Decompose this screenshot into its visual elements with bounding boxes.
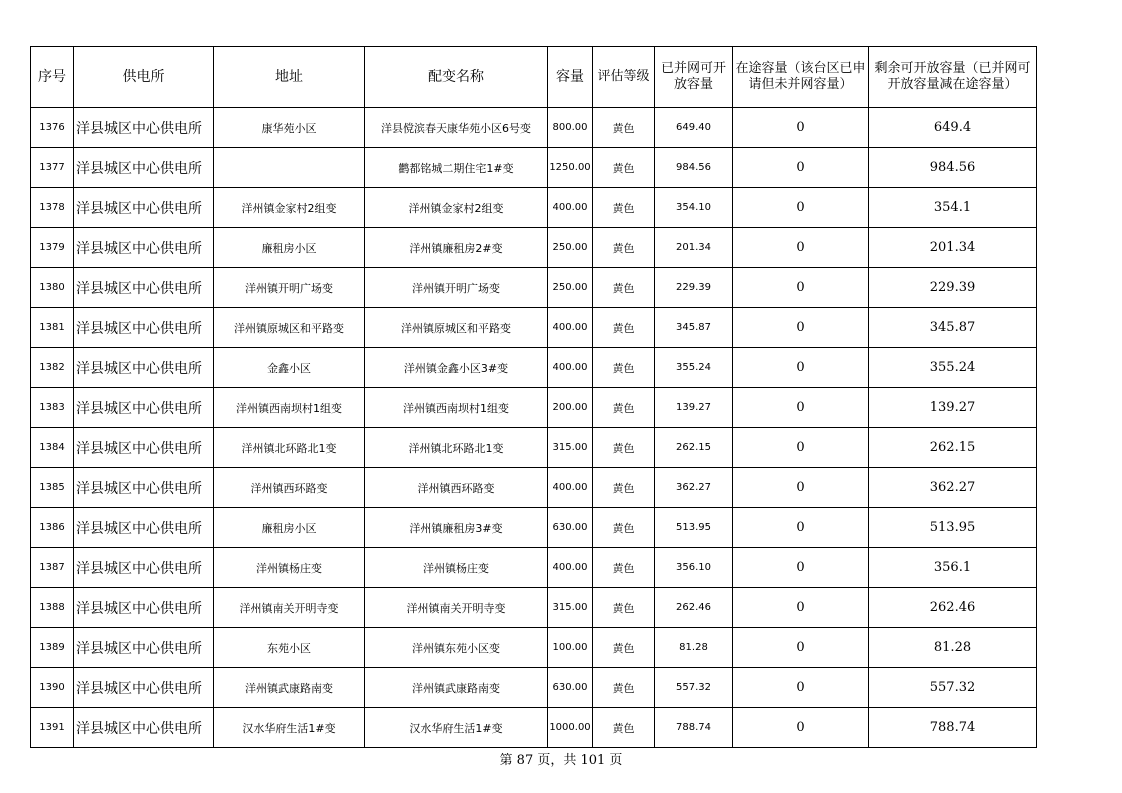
cell-grade: 黄色 (593, 708, 655, 748)
table-row (31, 588, 1037, 628)
cell-capacity: 400.00 (548, 308, 593, 348)
cell-transformer: 洋州镇杨庄变 (365, 548, 548, 588)
cell-seq: 1380 (31, 268, 74, 308)
cell-address: 金鑫小区 (214, 348, 365, 388)
cell-grade: 黄色 (593, 468, 655, 508)
cell-pending-capacity: 0 (733, 188, 869, 228)
cell-station: 洋县城区中心供电所 (74, 428, 214, 468)
cell-seq: 1383 (31, 388, 74, 428)
cell-remaining-capacity: 984.56 (869, 148, 1037, 188)
cell-seq: 1386 (31, 508, 74, 548)
cell-transformer: 洋州镇金家村2组变 (365, 188, 548, 228)
cell-seq: 1381 (31, 308, 74, 348)
cell-address: 洋州镇金家村2组变 (214, 188, 365, 228)
cell-address (214, 148, 365, 188)
cell-remaining-capacity: 139.27 (869, 388, 1037, 428)
cell-seq: 1379 (31, 228, 74, 268)
cell-open-capacity: 362.27 (655, 468, 733, 508)
cell-remaining-capacity: 513.95 (869, 508, 1037, 548)
table-row (31, 628, 1037, 668)
cell-address: 洋州镇开明广场变 (214, 268, 365, 308)
cell-transformer: 鹳都铭城二期住宅1#变 (365, 148, 548, 188)
cell-capacity: 250.00 (548, 268, 593, 308)
cell-grade: 黄色 (593, 148, 655, 188)
cell-transformer: 洋州镇东苑小区变 (365, 628, 548, 668)
cell-capacity: 400.00 (548, 348, 593, 388)
cell-transformer: 洋县傥滨春天康华苑小区6号变 (365, 108, 548, 148)
cell-station: 洋县城区中心供电所 (74, 468, 214, 508)
cell-address: 洋州镇原城区和平路变 (214, 308, 365, 348)
cell-grade: 黄色 (593, 628, 655, 668)
cell-transformer: 洋州镇西环路变 (365, 468, 548, 508)
cell-transformer: 洋州镇开明广场变 (365, 268, 548, 308)
cell-capacity: 630.00 (548, 668, 593, 708)
cell-remaining-capacity: 557.32 (869, 668, 1037, 708)
cell-open-capacity: 139.27 (655, 388, 733, 428)
cell-address: 洋州镇西南坝村1组变 (214, 388, 365, 428)
cell-address: 洋州镇北环路北1变 (214, 428, 365, 468)
cell-pending-capacity: 0 (733, 388, 869, 428)
cell-pending-capacity: 0 (733, 228, 869, 268)
cell-grade: 黄色 (593, 548, 655, 588)
cell-grade: 黄色 (593, 348, 655, 388)
cell-station: 洋县城区中心供电所 (74, 628, 214, 668)
cell-remaining-capacity: 356.1 (869, 548, 1037, 588)
table-row (31, 708, 1037, 748)
cell-transformer: 汉水华府生活1#变 (365, 708, 548, 748)
cell-capacity: 315.00 (548, 428, 593, 468)
cell-address: 廉租房小区 (214, 228, 365, 268)
header-remaining-capacity: 剩余可开放容量（已并网可开放容量减在途容量） (869, 47, 1037, 108)
cell-station: 洋县城区中心供电所 (74, 668, 214, 708)
cell-station: 洋县城区中心供电所 (74, 148, 214, 188)
cell-capacity: 630.00 (548, 508, 593, 548)
cell-open-capacity: 201.34 (655, 228, 733, 268)
cell-transformer: 洋州镇北环路北1变 (365, 428, 548, 468)
table-row (31, 308, 1037, 348)
cell-pending-capacity: 0 (733, 428, 869, 468)
cell-pending-capacity: 0 (733, 508, 869, 548)
table-row (31, 228, 1037, 268)
cell-transformer: 洋州镇原城区和平路变 (365, 308, 548, 348)
cell-grade: 黄色 (593, 188, 655, 228)
cell-address: 洋州镇杨庄变 (214, 548, 365, 588)
cell-open-capacity: 354.10 (655, 188, 733, 228)
cell-open-capacity: 513.95 (655, 508, 733, 548)
cell-remaining-capacity: 354.1 (869, 188, 1037, 228)
cell-transformer: 洋州镇廉租房3#变 (365, 508, 548, 548)
cell-seq: 1376 (31, 108, 74, 148)
cell-remaining-capacity: 649.4 (869, 108, 1037, 148)
cell-transformer: 洋州镇南关开明寺变 (365, 588, 548, 628)
cell-seq: 1384 (31, 428, 74, 468)
cell-station: 洋县城区中心供电所 (74, 388, 214, 428)
cell-pending-capacity: 0 (733, 708, 869, 748)
table-row (31, 388, 1037, 428)
cell-seq: 1382 (31, 348, 74, 388)
header-capacity: 容量 (548, 47, 593, 108)
cell-station: 洋县城区中心供电所 (74, 548, 214, 588)
cell-grade: 黄色 (593, 228, 655, 268)
cell-open-capacity: 649.40 (655, 108, 733, 148)
cell-address: 东苑小区 (214, 628, 365, 668)
cell-grade: 黄色 (593, 308, 655, 348)
cell-station: 洋县城区中心供电所 (74, 308, 214, 348)
table-row (31, 668, 1037, 708)
cell-transformer: 洋州镇西南坝村1组变 (365, 388, 548, 428)
table-row (31, 508, 1037, 548)
page-number: 第 87 页，共 101 页 (499, 753, 623, 768)
cell-transformer: 洋州镇金鑫小区3#变 (365, 348, 548, 388)
cell-capacity: 100.00 (548, 628, 593, 668)
cell-grade: 黄色 (593, 108, 655, 148)
cell-capacity: 400.00 (548, 188, 593, 228)
cell-address: 洋州镇南关开明寺变 (214, 588, 365, 628)
cell-station: 洋县城区中心供电所 (74, 228, 214, 268)
cell-open-capacity: 356.10 (655, 548, 733, 588)
header-grade: 评估等级 (593, 47, 655, 108)
cell-pending-capacity: 0 (733, 148, 869, 188)
cell-station: 洋县城区中心供电所 (74, 348, 214, 388)
cell-pending-capacity: 0 (733, 348, 869, 388)
header-address: 地址 (214, 47, 365, 108)
header-transformer: 配变名称 (365, 47, 548, 108)
cell-remaining-capacity: 345.87 (869, 308, 1037, 348)
cell-remaining-capacity: 81.28 (869, 628, 1037, 668)
table-row (31, 468, 1037, 508)
cell-pending-capacity: 0 (733, 308, 869, 348)
cell-station: 洋县城区中心供电所 (74, 588, 214, 628)
cell-pending-capacity: 0 (733, 668, 869, 708)
cell-open-capacity: 788.74 (655, 708, 733, 748)
cell-capacity: 800.00 (548, 108, 593, 148)
cell-remaining-capacity: 362.27 (869, 468, 1037, 508)
cell-pending-capacity: 0 (733, 628, 869, 668)
cell-remaining-capacity: 262.15 (869, 428, 1037, 468)
cell-open-capacity: 355.24 (655, 348, 733, 388)
cell-seq: 1385 (31, 468, 74, 508)
cell-seq: 1390 (31, 668, 74, 708)
cell-capacity: 200.00 (548, 388, 593, 428)
table-row (31, 148, 1037, 188)
cell-station: 洋县城区中心供电所 (74, 188, 214, 228)
cell-transformer: 洋州镇武康路南变 (365, 668, 548, 708)
cell-seq: 1387 (31, 548, 74, 588)
cell-seq: 1388 (31, 588, 74, 628)
cell-capacity: 1250.00 (548, 148, 593, 188)
cell-address: 汉水华府生活1#变 (214, 708, 365, 748)
cell-grade: 黄色 (593, 668, 655, 708)
header-seq: 序号 (31, 47, 74, 108)
cell-remaining-capacity: 355.24 (869, 348, 1037, 388)
cell-open-capacity: 345.87 (655, 308, 733, 348)
cell-address: 廉租房小区 (214, 508, 365, 548)
table-row (31, 108, 1037, 148)
table-row (31, 348, 1037, 388)
header-open-capacity: 已并网可开放容量 (655, 47, 733, 108)
cell-pending-capacity: 0 (733, 468, 869, 508)
cell-open-capacity: 557.32 (655, 668, 733, 708)
table-row (31, 548, 1037, 588)
cell-pending-capacity: 0 (733, 588, 869, 628)
cell-station: 洋县城区中心供电所 (74, 508, 214, 548)
cell-pending-capacity: 0 (733, 108, 869, 148)
cell-capacity: 400.00 (548, 548, 593, 588)
cell-remaining-capacity: 788.74 (869, 708, 1037, 748)
table-row (31, 268, 1037, 308)
cell-grade: 黄色 (593, 268, 655, 308)
cell-open-capacity: 81.28 (655, 628, 733, 668)
cell-seq: 1378 (31, 188, 74, 228)
cell-open-capacity: 262.46 (655, 588, 733, 628)
cell-capacity: 315.00 (548, 588, 593, 628)
cell-pending-capacity: 0 (733, 548, 869, 588)
cell-capacity: 400.00 (548, 468, 593, 508)
table-row (31, 188, 1037, 228)
cell-address: 康华苑小区 (214, 108, 365, 148)
cell-grade: 黄色 (593, 388, 655, 428)
header-pending-capacity: 在途容量（该台区已申请但未并网容量） (733, 47, 869, 108)
cell-address: 洋州镇武康路南变 (214, 668, 365, 708)
cell-remaining-capacity: 262.46 (869, 588, 1037, 628)
cell-capacity: 250.00 (548, 228, 593, 268)
table-row (31, 428, 1037, 468)
cell-open-capacity: 984.56 (655, 148, 733, 188)
cell-grade: 黄色 (593, 508, 655, 548)
cell-pending-capacity: 0 (733, 268, 869, 308)
cell-seq: 1391 (31, 708, 74, 748)
cell-station: 洋县城区中心供电所 (74, 708, 214, 748)
cell-remaining-capacity: 229.39 (869, 268, 1037, 308)
cell-open-capacity: 262.15 (655, 428, 733, 468)
cell-seq: 1389 (31, 628, 74, 668)
cell-remaining-capacity: 201.34 (869, 228, 1037, 268)
cell-grade: 黄色 (593, 428, 655, 468)
cell-station: 洋县城区中心供电所 (74, 268, 214, 308)
table-body (31, 108, 1037, 748)
cell-address: 洋州镇西环路变 (214, 468, 365, 508)
table-header-row (31, 47, 1037, 108)
cell-transformer: 洋州镇廉租房2#变 (365, 228, 548, 268)
capacity-table (30, 46, 1037, 748)
cell-station: 洋县城区中心供电所 (74, 108, 214, 148)
cell-seq: 1377 (31, 148, 74, 188)
header-station: 供电所 (74, 47, 214, 108)
cell-open-capacity: 229.39 (655, 268, 733, 308)
cell-grade: 黄色 (593, 588, 655, 628)
cell-capacity: 1000.00 (548, 708, 593, 748)
